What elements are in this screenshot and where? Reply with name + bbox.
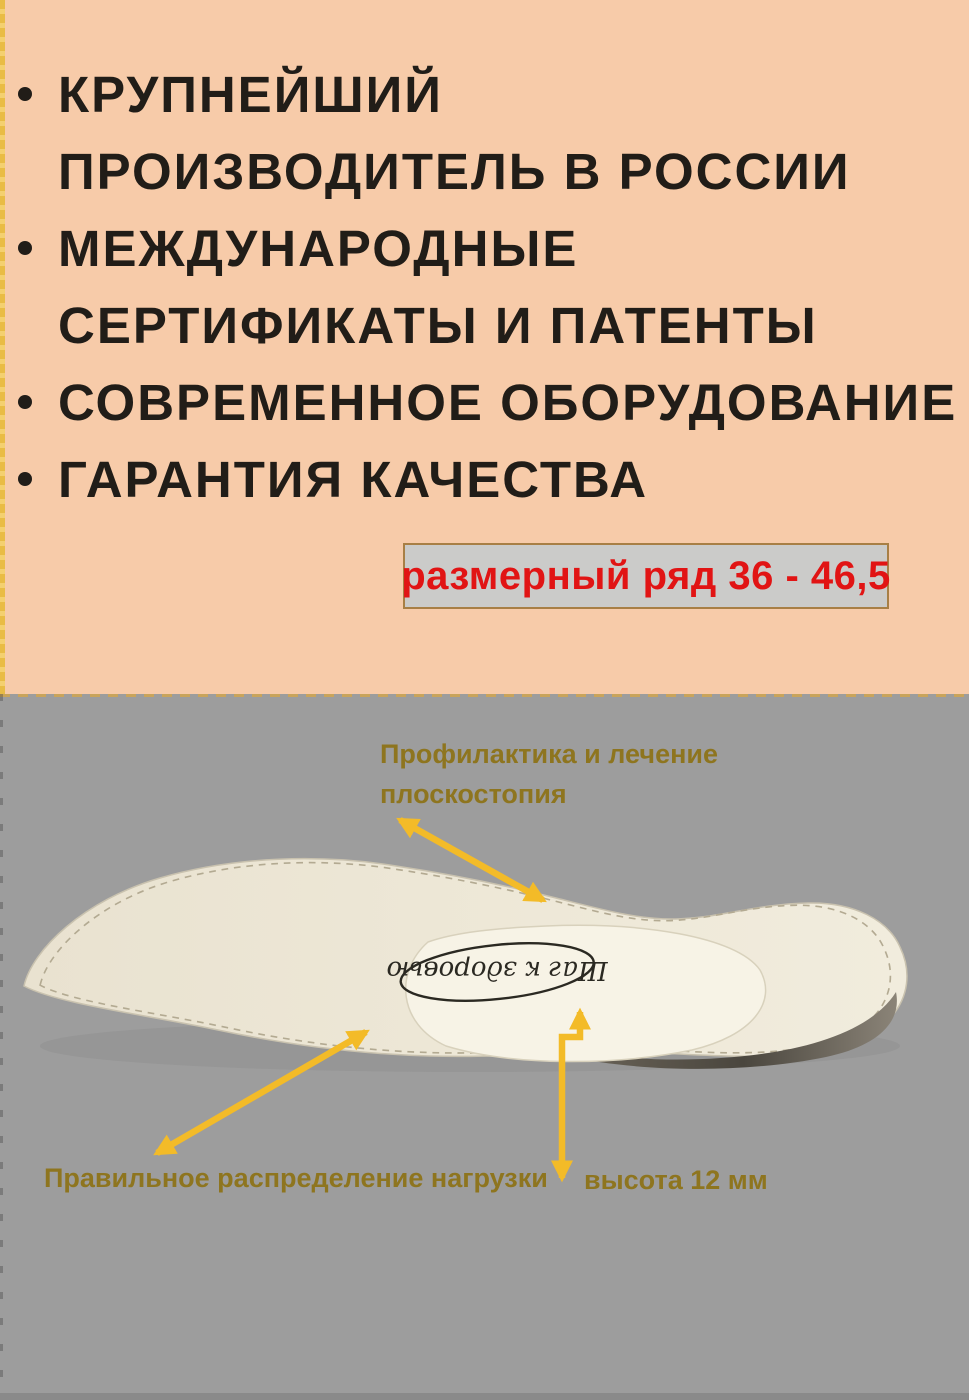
bullet-item-text (58, 364, 957, 441)
annotation-prevention-line2: плоскостопия (380, 779, 567, 809)
insole-arch-pad (406, 925, 766, 1061)
bullet-item-text (58, 441, 648, 518)
top-section (0, 0, 969, 694)
size-range-box (403, 543, 889, 609)
bottom-edge-strip (0, 1393, 969, 1400)
bullet-line: ГАРАНТИЯ КАЧЕСТВА (58, 451, 649, 508)
bullet-item-text (58, 56, 851, 210)
bullet-item (18, 364, 963, 441)
annotation-load-distribution: Правильное распределение нагрузки (44, 1163, 548, 1193)
bullet-item (18, 210, 963, 364)
bullet-dot (18, 241, 32, 255)
bullet-item (18, 56, 963, 210)
bullet-line: СЕРТИФИКАТЫ И ПАТЕНТЫ (58, 297, 818, 354)
insole-logo-text: Шаг к здоровью (386, 955, 608, 985)
annotation-prevention (380, 734, 718, 814)
bullet-dot (18, 395, 32, 409)
bullet-item-text (58, 210, 818, 364)
bullet-item (18, 441, 963, 518)
annotation-prevention-line1: Профилактика и лечение (380, 739, 719, 769)
bullet-line: СОВРЕМЕННОЕ ОБОРУДОВАНИЕ (58, 374, 958, 431)
bullet-line: ПРОИЗВОДИТЕЛЬ В РОССИИ (58, 143, 851, 200)
bullet-line: МЕЖДУНАРОДНЫЕ (58, 220, 579, 277)
bullet-dot (18, 472, 32, 486)
photo-section (0, 694, 969, 1400)
size-range-label: размерный ряд 36 - 46,5 (401, 553, 891, 598)
bullet-list (18, 56, 963, 518)
bullet-line: КРУПНЕЙШИЙ (58, 66, 443, 123)
bullet-dot (18, 87, 32, 101)
arrow-height-dimension (562, 1012, 580, 1178)
annotation-height: высота 12 мм (584, 1165, 768, 1195)
left-accent-strip (0, 0, 5, 694)
